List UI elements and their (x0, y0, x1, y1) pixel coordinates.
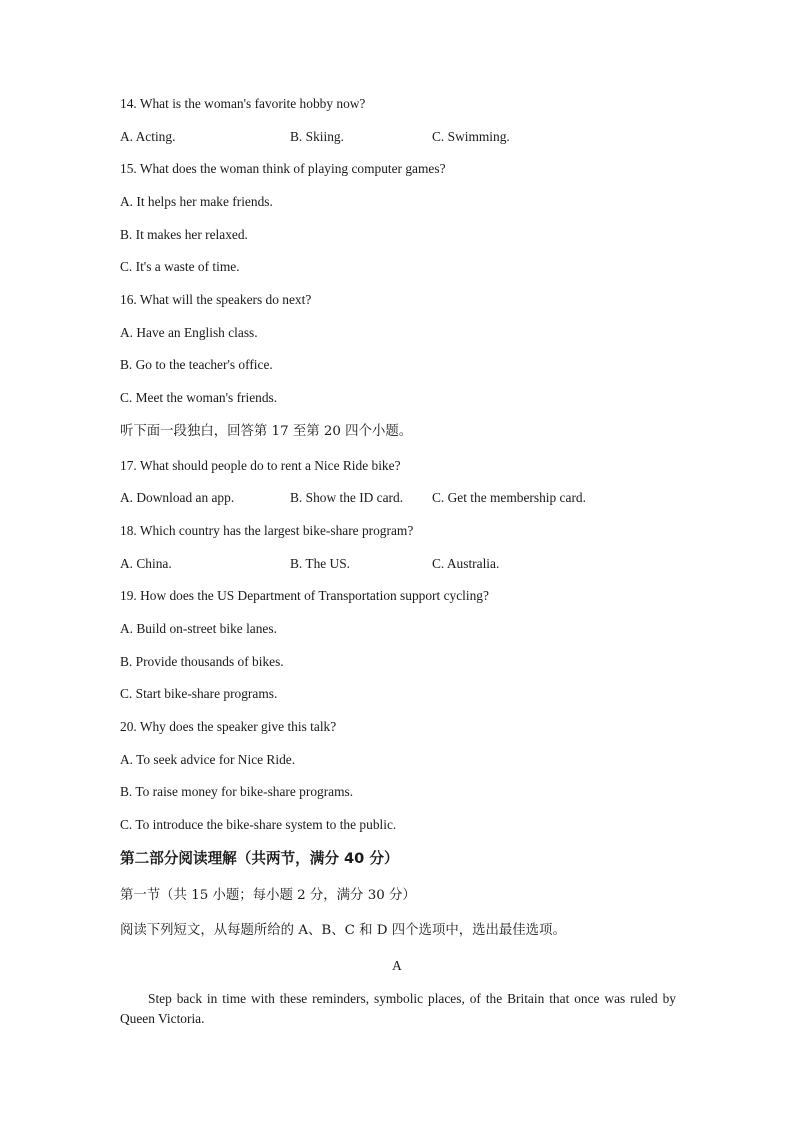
part2-title: 第二部分阅读理解（共两节，满分 40 分） (120, 850, 399, 867)
question-16-stem: 16. What will the speakers do next? (120, 292, 312, 307)
question-16-option-a: A. Have an English class. (120, 325, 258, 340)
question-18-option-c: C. Australia. (432, 556, 500, 571)
question-14-option-a: A. Acting. (120, 129, 176, 144)
question-20-stem: 20. Why does the speaker give this talk? (120, 719, 337, 734)
part2-instruction: 阅读下列短文，从每题所给的 A、B、C 和 D 四个选项中，选出最佳选项。 (120, 923, 566, 938)
question-15-option-c: C. It's a waste of time. (120, 259, 240, 274)
question-14-stem: 14. What is the woman's favorite hobby now? (120, 96, 366, 111)
instruction-17-20: 听下面一段独白，回答第 17 至第 20 四个小题。 (120, 424, 413, 439)
question-15-stem: 15. What does the woman think of playing computer games? (120, 161, 446, 176)
question-14-option-b: B. Skiing. (290, 129, 344, 144)
question-19-option-a: A. Build on-street bike lanes. (120, 621, 277, 636)
question-18-stem: 18. Which country has the largest bike-share program? (120, 523, 414, 538)
question-17-stem: 17. What should people do to rent a Nice Ride bike? (120, 458, 401, 473)
question-18-option-b: B. The US. (290, 556, 351, 571)
question-17-option-a: A. Download an app. (120, 490, 235, 505)
question-18-option-a: A. China. (120, 556, 172, 571)
question-19-stem: 19. How does the US Department of Transportation support cycling? (120, 588, 489, 603)
question-19-option-c: C. Start bike-share programs. (120, 686, 278, 701)
question-16-option-b: B. Go to the teacher's office. (120, 357, 273, 372)
question-15-option-a: A. It helps her make friends. (120, 194, 273, 209)
question-20-option-b: B. To raise money for bike-share programs. (120, 784, 354, 799)
question-17-option-b: B. Show the ID card. (290, 490, 404, 505)
question-19-option-b: B. Provide thousands of bikes. (120, 654, 284, 669)
question-17-option-c: C. Get the membership card. (432, 490, 586, 505)
question-15-option-b: B. It makes her relaxed. (120, 227, 248, 242)
question-20-option-a: A. To seek advice for Nice Ride. (120, 752, 296, 767)
question-20-option-c: C. To introduce the bike-share system to the public. (120, 817, 397, 832)
passage-label: A (392, 958, 402, 973)
passage-a-text: Step back in time with these reminders, symbolic places, of the Britain that once was ruled by Queen Victoria. (120, 991, 676, 1026)
question-14-option-c: C. Swimming. (432, 129, 510, 144)
part2-section1: 第一节（共 15 小题；每小题 2 分，满分 30 分） (120, 888, 416, 903)
question-16-option-c: C. Meet the woman's friends. (120, 390, 278, 405)
